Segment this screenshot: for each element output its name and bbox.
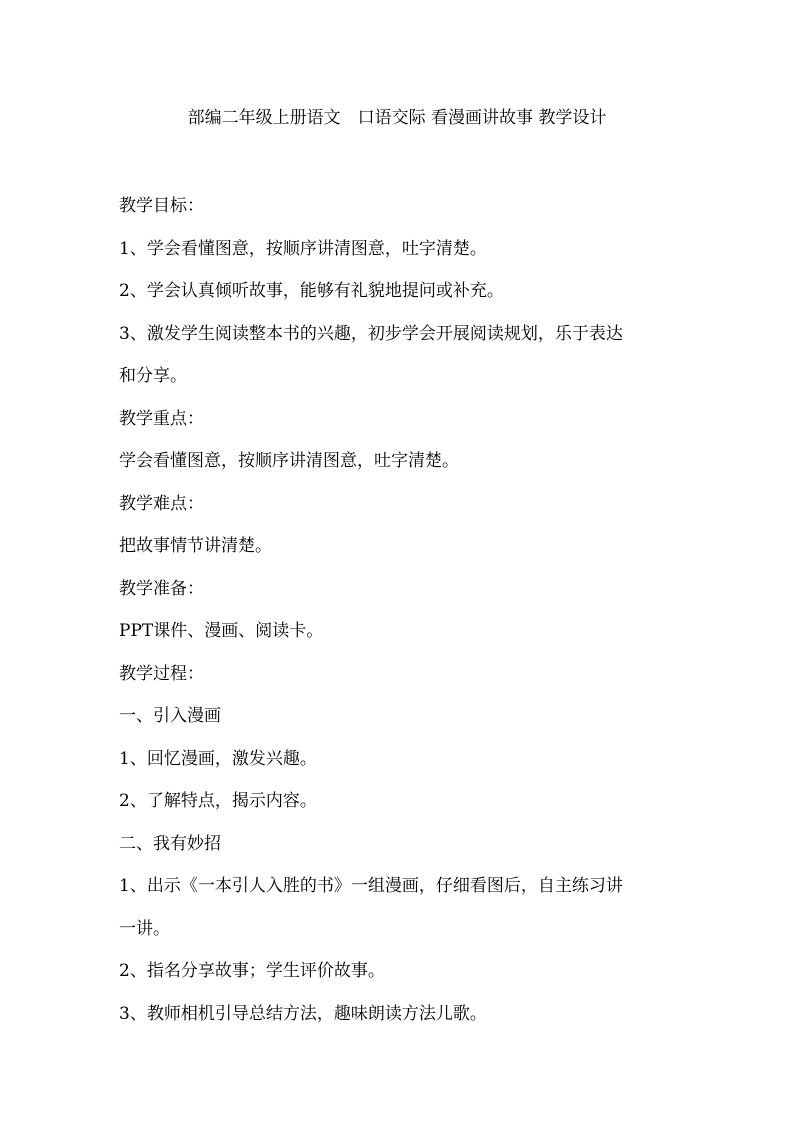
process-step: 1、出示《一本引人入胜的书》一组漫画，仔细看图后，自主练习讲 bbox=[119, 876, 623, 896]
section-heading-difficulties: 教学难点： bbox=[119, 493, 204, 514]
objective-item: 2、学会认真倾听故事，能够有礼貌地提问或补充。 bbox=[119, 281, 504, 301]
process-step: 1、回忆漫画，激发兴趣。 bbox=[119, 748, 317, 769]
objective-item: 3、激发学生阅读整本书的兴趣，初步学会开展阅读规划，乐于表达 bbox=[119, 323, 623, 344]
process-step: 2、指名分享故事；学生评价故事。 bbox=[119, 961, 385, 981]
section-heading-preparation: 教学准备： bbox=[119, 578, 204, 599]
process-part-heading: 一、引入漫画 bbox=[119, 706, 221, 726]
section-heading-key-points: 教学重点： bbox=[119, 408, 204, 429]
objective-item-continuation: 和分享。 bbox=[119, 366, 187, 386]
difficulty-text: 把故事情节讲清楚。 bbox=[119, 536, 272, 556]
key-point-text: 学会看懂图意，按顺序讲清图意，吐字清楚。 bbox=[119, 451, 459, 471]
process-part-heading: 二、我有妙招 bbox=[119, 833, 221, 854]
document-title: 部编二年级上册语文 口语交际 看漫画讲故事 教学设计 bbox=[187, 108, 607, 128]
process-step-continuation: 一讲。 bbox=[119, 918, 170, 939]
preparation-text: PPT课件、漫画、阅读卡。 bbox=[119, 621, 324, 641]
process-step: 2、了解特点，揭示内容。 bbox=[119, 791, 317, 811]
section-heading-process: 教学过程： bbox=[119, 663, 204, 684]
objective-item: 1、学会看懂图意，按顺序讲清图意，吐字清楚。 bbox=[119, 238, 487, 259]
process-step: 3、教师相机引导总结方法，趣味朗读方法儿歌。 bbox=[119, 1003, 487, 1024]
section-heading-objectives: 教学目标： bbox=[119, 196, 204, 216]
document-body bbox=[119, 185, 689, 1035]
